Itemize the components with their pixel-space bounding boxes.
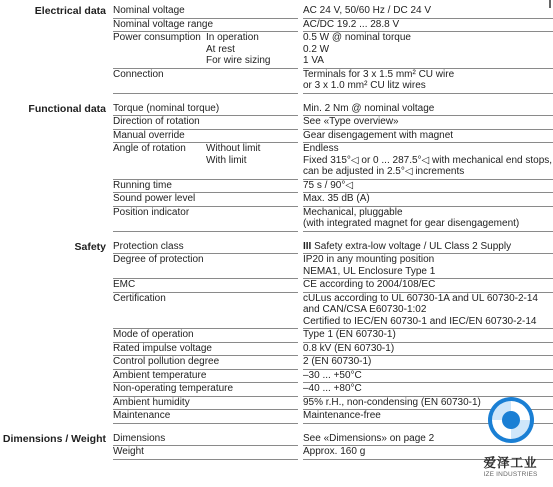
spec-param (113, 116, 298, 128)
spec-value (303, 180, 551, 192)
value-line: Endless (303, 143, 339, 154)
param-line (113, 343, 298, 355)
value-line: can be adjusted in 2.5°◁ increments (303, 166, 465, 177)
section-title: Electrical data (34, 5, 106, 17)
param-line (113, 19, 298, 31)
param-label (113, 44, 116, 55)
param-line (113, 207, 298, 219)
section-title: Functional data (28, 102, 106, 115)
value-line: IP20 in any mounting position (303, 254, 435, 265)
spec-value (303, 279, 551, 291)
param-line (113, 193, 298, 205)
param-label: Dimensions (113, 432, 166, 444)
spec-param (113, 433, 298, 445)
param-label: Power consumption (113, 32, 201, 43)
value-line: Mechanical, pluggable (303, 206, 403, 218)
value-line: –40 ... +80°C (303, 383, 362, 394)
spec-param (113, 383, 298, 395)
param-label: EMC (113, 279, 136, 290)
param-line (113, 143, 298, 155)
logo-name-cn: 爱泽工业 (483, 455, 538, 470)
spec-param (113, 397, 298, 409)
spec-param (113, 207, 298, 219)
spec-value (303, 370, 551, 382)
param-label: Rated impulse voltage (113, 342, 212, 354)
value-line: AC/DC 19.2 ... 28.8 V (303, 18, 400, 30)
param-line (113, 155, 298, 167)
spec-value (303, 329, 551, 341)
param-condition: At rest (206, 43, 235, 55)
spec-value (303, 293, 551, 328)
param-label: Connection (113, 68, 164, 80)
param-line (113, 241, 298, 253)
param-line (113, 254, 298, 266)
spec-param (113, 19, 298, 31)
row-divider (113, 93, 298, 94)
param-label: Ambient humidity (113, 396, 190, 408)
value-line: Maintenance-free (303, 410, 381, 421)
value-line: (with integrated magnet for gear disengagement) (303, 218, 520, 229)
row-divider (113, 231, 298, 232)
param-label: Running time (113, 179, 172, 191)
param-line (113, 279, 298, 291)
value-line: Fixed 315°◁ or 0 ... 287.5°◁ with mechanical end stops, (303, 154, 553, 166)
spec-param (113, 180, 298, 192)
param-label (113, 55, 116, 66)
param-label (113, 155, 116, 166)
spec-param (113, 143, 298, 166)
param-label: Angle of rotation (113, 143, 186, 154)
param-label: Position indicator (113, 206, 190, 218)
spec-param (113, 5, 298, 17)
value-line: Type 1 (EN 60730-1) (303, 329, 396, 340)
row-divider (113, 423, 298, 424)
param-line (113, 32, 298, 44)
param-label: Nominal voltage (113, 5, 185, 16)
param-line (113, 44, 298, 56)
value-line: NEMA1, UL Enclosure Type 1 (303, 265, 436, 277)
row-divider (303, 93, 553, 94)
param-label: Direction of rotation (113, 116, 200, 127)
param-label: Torque (nominal torque) (113, 102, 220, 114)
spec-param (113, 293, 298, 305)
spec-param (113, 241, 298, 253)
value-line: or 3 x 1.0 mm² CU litz wires (303, 80, 426, 91)
param-label: Non-operating temperature (113, 383, 234, 394)
value-line: Gear disengagement with magnet (303, 129, 454, 141)
spec-param (113, 329, 298, 341)
spec-value (303, 103, 551, 115)
spec-value (303, 254, 551, 277)
spec-param (113, 254, 298, 266)
spec-param (113, 370, 298, 382)
value-line: –30 ... +50°C (303, 369, 362, 381)
company-logo (468, 395, 553, 487)
value-line: and CAN/CSA E60730-1:02 (303, 304, 427, 315)
swirl-logo-icon (486, 395, 536, 445)
param-label: Protection class (113, 240, 184, 252)
param-line (113, 180, 298, 192)
value-line: CE according to 2004/108/EC (303, 279, 436, 290)
value-line: Min. 2 Nm @ nominal voltage (303, 102, 435, 114)
value-line: See «Dimensions» on page 2 (303, 432, 435, 444)
param-line (113, 5, 298, 17)
spec-param (113, 130, 298, 142)
spec-value (303, 69, 551, 92)
param-line (113, 383, 298, 395)
value-line: 1 VA (303, 55, 324, 66)
value-line: Terminals for 3 x 1.5 mm² CU wire (303, 68, 455, 80)
param-line (113, 446, 298, 458)
param-line (113, 356, 298, 368)
param-condition: In operation (206, 32, 259, 43)
section-title: Dimensions / Weight (2, 432, 106, 445)
value-line: Max. 35 dB (A) (303, 193, 370, 204)
spec-value (303, 356, 551, 368)
param-label: Manual override (113, 129, 185, 141)
value-line: 95% r.H., non-condensing (EN 60730-1) (303, 396, 481, 408)
param-label: Sound power level (113, 193, 196, 204)
spec-value (303, 207, 551, 230)
spec-value (303, 383, 551, 395)
param-label: Control pollution degree (113, 356, 220, 367)
param-line (113, 397, 298, 409)
param-condition: With limit (206, 154, 247, 166)
value-line: See «Type overview» (303, 116, 399, 127)
value-line: 75 s / 90°◁ (303, 179, 354, 191)
value-line: III Safety extra-low voltage / UL Class 2 Supply (303, 240, 512, 252)
spec-param (113, 193, 298, 205)
value-line: Approx. 160 g (303, 446, 366, 457)
spec-param (113, 32, 298, 67)
value-line: cULus according to UL 60730-1A and UL 60730-2-14 (303, 292, 538, 304)
param-line (113, 116, 298, 128)
spec-param (113, 410, 298, 422)
spec-value (303, 19, 551, 31)
spec-param (113, 103, 298, 115)
param-label: Certification (113, 292, 166, 304)
value-line: 0.2 W (303, 43, 330, 55)
param-line (113, 370, 298, 382)
param-label: Maintenance (113, 410, 171, 421)
param-line (113, 103, 298, 115)
param-line (113, 410, 298, 422)
value-line: 0.5 W @ nominal torque (303, 32, 411, 43)
spec-value (303, 130, 551, 142)
param-line (113, 55, 298, 67)
spec-param (113, 279, 298, 291)
logo-name-en: IZE INDUSTRIES (483, 471, 538, 478)
param-line (113, 69, 298, 81)
param-label: Mode of operation (113, 329, 194, 340)
param-line (113, 130, 298, 142)
row-divider (303, 231, 553, 232)
param-label: Nominal voltage range (113, 18, 214, 30)
spec-value (303, 193, 551, 205)
spec-value (303, 5, 551, 17)
param-line (113, 293, 298, 305)
section-title: Safety (74, 240, 106, 253)
row-divider (113, 459, 298, 460)
spec-value (303, 241, 551, 253)
param-condition: Without limit (206, 143, 261, 154)
value-line: 2 (EN 60730-1) (303, 356, 372, 367)
spec-param (113, 69, 298, 81)
param-condition: For wire sizing (206, 55, 271, 66)
value-line: 0.8 kV (EN 60730-1) (303, 342, 395, 354)
param-label: Degree of protection (113, 254, 204, 265)
spec-param (113, 446, 298, 458)
param-line (113, 329, 298, 341)
spec-value (303, 143, 551, 178)
param-label: Ambient temperature (113, 369, 207, 381)
spec-param (113, 356, 298, 368)
spec-param (113, 343, 298, 355)
value-line: Certified to IEC/EN 60730-1 and IEC/EN 60730-2-14 (303, 315, 537, 327)
spec-value (303, 343, 551, 355)
spec-value (303, 32, 551, 67)
param-label: Weight (113, 446, 144, 457)
param-line (113, 433, 298, 445)
spec-value (303, 116, 551, 128)
value-line: AC 24 V, 50/60 Hz / DC 24 V (303, 5, 432, 16)
